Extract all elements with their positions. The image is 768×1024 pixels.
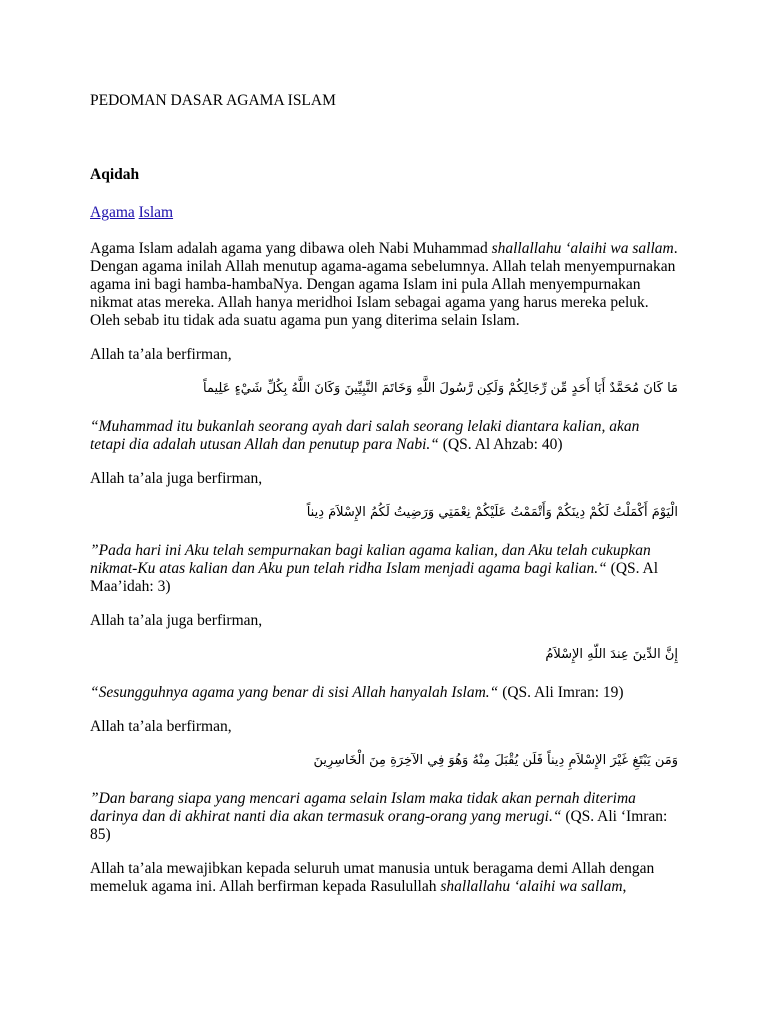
- translation-1: [90, 418, 678, 454]
- verse-reference-3: (QS. Ali Imran: 19): [498, 684, 624, 701]
- verse-reference-4: (QS. Ali ‘Imran: 85): [90, 808, 668, 843]
- translation-quote-3: “Sesungguhnya agama yang benar di sisi Allah hanyalah Islam.“: [90, 684, 499, 701]
- intro-text-before: Agama Islam adalah agama yang dibawa oleh Nabi Muhammad: [90, 240, 492, 257]
- verse-lead-4: Allah ta’ala berfirman,: [90, 718, 232, 735]
- category-link-islam[interactable]: Islam: [138, 204, 174, 221]
- category-link-agama[interactable]: Agama: [90, 204, 135, 221]
- translation-3: [90, 684, 678, 702]
- translation-4: [90, 790, 678, 844]
- intro-italic-salawat: shallallahu ‘alaihi wa sallam: [491, 240, 674, 257]
- translation-quote-4: ”Dan barang siapa yang mencari agama selain Islam maka tidak akan pernah diterima darinya dan di akhirat nanti dia akan termasuk orang-orang yang merugi.“: [90, 790, 636, 825]
- closing-paragraph: [90, 860, 678, 896]
- intro-text-after: . Dengan agama inilah Allah menutup agama-agama sebelumnya. Allah telah menyempurnakan agama ini bagi hamba-hambaNya. Dengan agama Islam ini pula Allah menyempurnakan nikmat atas mereka. Allah hanya meridhoi Islam sebagai agama yang harus mereka peluk. Oleh sebab itu tidak ada suatu agama pun yang diterima selain Islam.: [90, 240, 678, 329]
- closing-text-before: Allah ta’ala mewajibkan kepada seluruh umat manusia untuk beragama demi Allah dengan memeluk agama ini. Allah berfirman kepada Rasulullah: [90, 860, 655, 895]
- document-title: PEDOMAN DASAR AGAMA ISLAM: [90, 92, 336, 109]
- translation-quote-1: “Muhammad itu bukanlah seorang ayah dari salah seorang lelaki diantara kalian, akan tetapi dia adalah utusan Allah dan penutup para Nabi.“: [90, 418, 640, 453]
- verse-lead-1: Allah ta’ala berfirman,: [90, 346, 232, 363]
- arabic-verse-4: وَمَن يَبْتَغِ غَيْرَ الإِسْلاَمِ دِيناً فَلَن يُقْبَلَ مِنْهُ وَهُوَ فِي الآخِرَةِ مِنَ الْخَاسِرِينَ: [313, 753, 678, 768]
- arabic-verse-3: إِنَّ الدِّينَ عِندَ اللّهِ الإِسْلاَمُ: [545, 647, 678, 662]
- arabic-verse-2: الْيَوْمَ أَكْمَلْتُ لَكُمْ دِينَكُمْ وَأَتْمَمْتُ عَلَيْكُمْ نِعْمَتِي وَرَضِيتُ لَكُمُ الإِسْلاَمَ دِيناً: [306, 505, 678, 520]
- closing-italic-salawat: shallallahu ‘alaihi wa sallam: [440, 878, 623, 895]
- intro-paragraph: [90, 240, 678, 330]
- verse-reference-1: (QS. Al Ahzab: 40): [438, 436, 563, 453]
- translation-quote-2: ”Pada hari ini Aku telah sempurnakan bagi kalian agama kalian, dan Aku telah cukupkan nikmat-Ku atas kalian dan Aku pun telah ridha Islam menjadi agama bagi kalian.“: [90, 542, 651, 577]
- closing-text-after: ,: [622, 878, 627, 895]
- verse-reference-2: (QS. Al Maa’idah: 3): [90, 560, 659, 595]
- section-heading: Aqidah: [90, 166, 140, 183]
- verse-lead-3: Allah ta’ala juga berfirman,: [90, 612, 263, 629]
- translation-2: [90, 542, 678, 596]
- verse-lead-2: Allah ta’ala juga berfirman,: [90, 470, 263, 487]
- category-links: [90, 204, 678, 222]
- arabic-verse-1: مَا كَانَ مُحَمَّدٌ أَبَا أَحَدٍ مِّن رِّجَالِكُمْ وَلَكِن رَّسُولَ اللَّهِ وَخَاتَمَ النَّبِيِّينَ وَكَانَ اللَّهُ بِكُلِّ شَيْءٍ عَلِيماً: [203, 381, 678, 396]
